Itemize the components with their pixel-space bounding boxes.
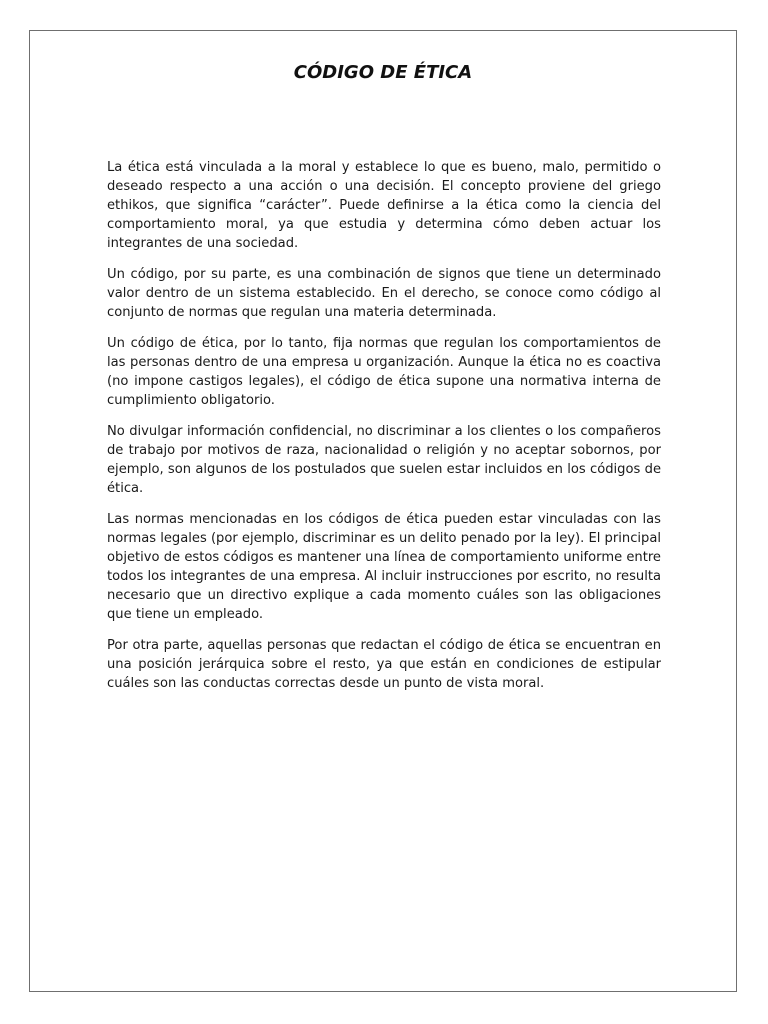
paragraph-2: Un código, por su parte, es una combinación de signos que tiene un determinado valor dentro de un sistema establecido. En el derecho, se conoce como código al conjunto de normas que regulan una materia determinada.: [107, 267, 661, 320]
paragraph-1: La ética está vinculada a la moral y establece lo que es bueno, malo, permitido o deseado respecto a una acción o una decisión. El concepto proviene del griego ethikos, que significa “carácter”. Puede definirse a la ética como la ciencia del comportamiento moral, ya que estudia y determina cómo deben actuar los integrantes de una sociedad.: [107, 160, 661, 251]
paragraph-5: Las normas mencionadas en los códigos de ética pueden estar vinculadas con las normas legales (por ejemplo, discriminar es un delito penado por la ley). El principal objetivo de estos códigos es mantener una línea de comportamiento uniforme entre todos los integrantes de una empresa. Al incluir instrucciones por escrito, no resulta necesario que un directivo explique a cada momento cuáles son las obligaciones que tiene un empleado.: [107, 512, 661, 622]
paragraph-3: Un código de ética, por lo tanto, fija normas que regulan los comportamientos de las personas dentro de una empresa u organización. Aunque la ética no es coactiva (no impone castigos legales), el código de ética supone una normativa interna de cumplimiento obligatorio.: [107, 336, 661, 408]
document-title: CÓDIGO DE ÉTICA: [293, 62, 473, 83]
paragraph-4: No divulgar información confidencial, no discriminar a los clientes o los compañeros de trabajo por motivos de raza, nacionalidad o religión y no aceptar sobornos, por ejemplo, son algunos de los postulados que suelen estar incluidos en los códigos de ética.: [107, 424, 661, 496]
paragraph-6: Por otra parte, aquellas personas que redactan el código de ética se encuentran en una posición jerárquica sobre el resto, ya que están en condiciones de estipular cuáles son las conductas correctas desde un punto de vista moral.: [107, 638, 661, 691]
document-body: [107, 158, 661, 705]
